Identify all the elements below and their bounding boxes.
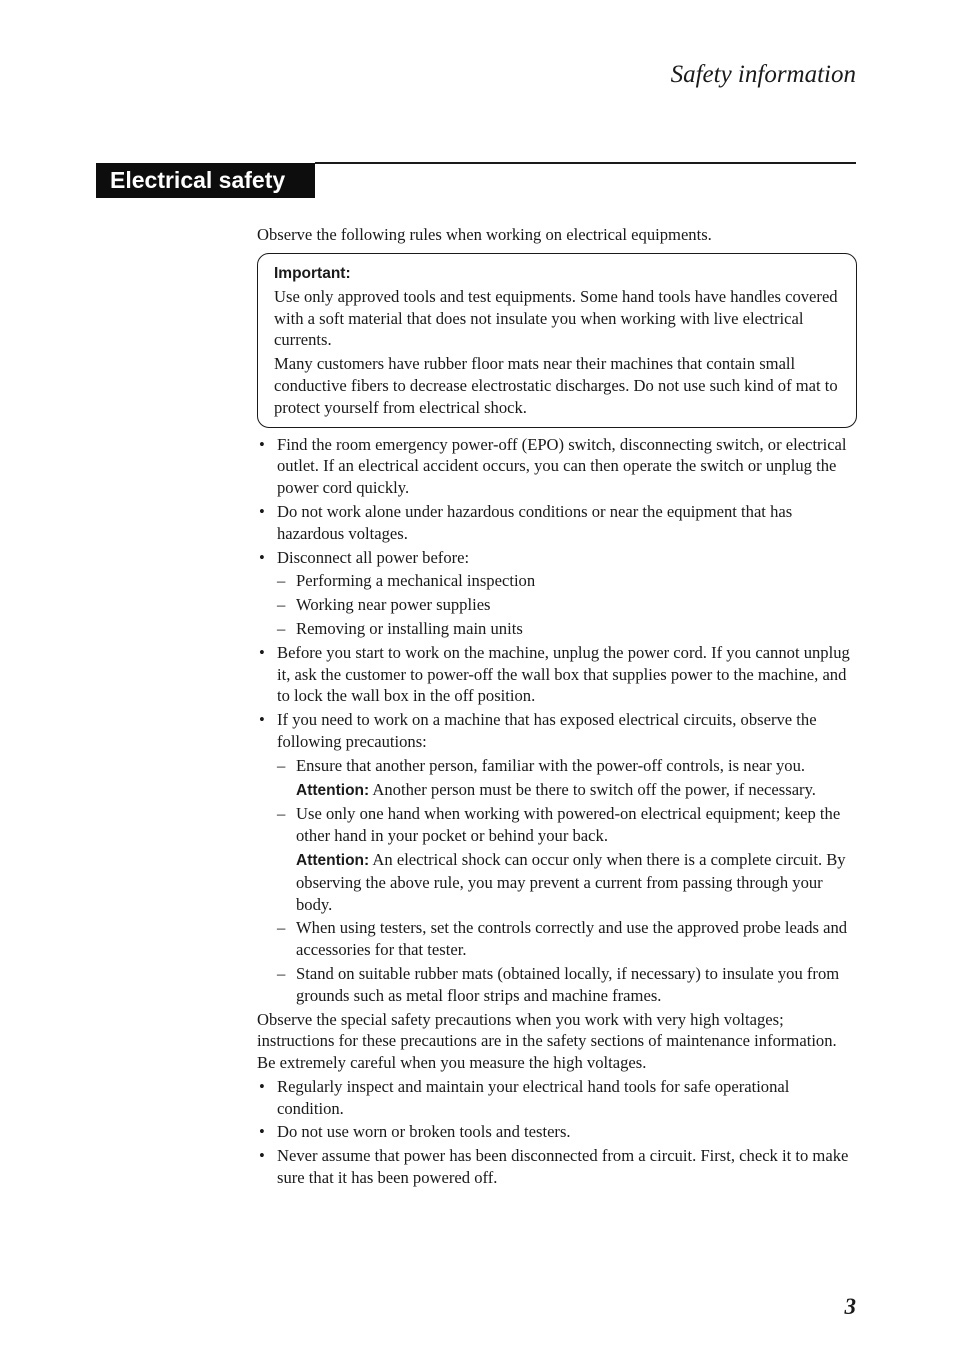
list-item: • Never assume that power has been disconnected from a circuit. First, check it to make sure that it has been powered off. bbox=[257, 1145, 857, 1189]
sublist-item: – Performing a mechanical inspection bbox=[277, 570, 857, 592]
high-voltage-paragraph: Observe the special safety precautions when you work with very high voltages; instructions for these precautions are in the safety sections of maintenance information. Be extremely careful when you measure the high voltages. bbox=[257, 1009, 837, 1073]
attention-note bbox=[296, 779, 857, 802]
important-paragraph: Use only approved tools and test equipments. Some hand tools have handles covered with a soft material that does not insulate you when working with live electrical currents. bbox=[274, 286, 838, 350]
safety-rules-list bbox=[257, 434, 857, 1007]
important-notice-box bbox=[257, 253, 857, 428]
list-item-text: If you need to work on a machine that has exposed electrical circuits, observe the following precautions: bbox=[277, 710, 817, 751]
sublist-item-text: Ensure that another person, familiar with the power-off controls, is near you. bbox=[296, 755, 806, 775]
attention-text: Another person must be there to switch off the power, if necessary. bbox=[369, 779, 816, 799]
list-item-text: Before you start to work on the machine, unplug the power cord. If you cannot unplug it, ask the customer to power-off the wall box that supplies power to the machine, and to lock the wall box in the off position. bbox=[277, 642, 850, 706]
list-item: • Do not use worn or broken tools and testers. bbox=[257, 1121, 857, 1143]
list-item-exposed-circuits bbox=[257, 709, 857, 1006]
section-divider bbox=[315, 162, 856, 164]
sublist-item bbox=[277, 755, 857, 802]
running-header: Safety information bbox=[670, 61, 856, 88]
sublist-item: – Stand on suitable rubber mats (obtained locally, if necessary) to insulate you from grounds such as metal floor strips and machine frames. bbox=[277, 963, 857, 1007]
list-item-text: Disconnect all power before: bbox=[277, 547, 470, 567]
intro-paragraph: Observe the following rules when working on electrical equipments. bbox=[257, 225, 712, 244]
attention-label: Attention: bbox=[296, 781, 370, 799]
list-item-text: Find the room emergency power-off (EPO) switch, disconnecting switch, or electrical outlet. If an electrical accident occurs, you can then operate the switch or unplug the power cord quickly. bbox=[277, 434, 847, 498]
important-label: Important: bbox=[274, 264, 351, 282]
page-content bbox=[257, 224, 857, 1191]
disconnect-sublist bbox=[277, 570, 857, 639]
precautions-sublist bbox=[277, 755, 857, 1007]
list-item-disconnect-power bbox=[257, 547, 857, 640]
list-item: • Regularly inspect and maintain your electrical hand tools for safe operational condition. bbox=[257, 1076, 857, 1120]
sublist-item: – Working near power supplies bbox=[277, 594, 857, 616]
list-item-unplug-cord bbox=[257, 642, 857, 707]
tool-rules-list bbox=[257, 1076, 857, 1189]
attention-note bbox=[296, 849, 857, 915]
sublist-item bbox=[277, 803, 857, 915]
sublist-item: – When using testers, set the controls correctly and use the approved probe leads and accessories for that tester. bbox=[277, 917, 857, 961]
sublist-item: – Removing or installing main units bbox=[277, 618, 857, 640]
list-item-text: Do not work alone under hazardous conditions or near the equipment that has hazardous voltages. bbox=[277, 501, 793, 543]
page-number: 3 bbox=[844, 1294, 856, 1319]
list-item-work-alone bbox=[257, 501, 857, 545]
attention-text: An electrical shock can occur only when there is a complete circuit. By observing the above rule, you may prevent a current from passing through your body. bbox=[296, 849, 846, 914]
attention-label: Attention: bbox=[296, 851, 370, 869]
sublist-item-text: Use only one hand when working with powered-on electrical equipment; keep the other hand in your pocket or behind your back. bbox=[296, 804, 841, 846]
section-heading: Electrical safety bbox=[96, 163, 315, 198]
list-item-epo-switch bbox=[257, 434, 857, 499]
important-paragraph: Many customers have rubber floor mats near their machines that contain small conductive fibers to decrease electrostatic discharges. Do not use such kind of mat to protect yourself from electrical shock. bbox=[274, 354, 838, 417]
